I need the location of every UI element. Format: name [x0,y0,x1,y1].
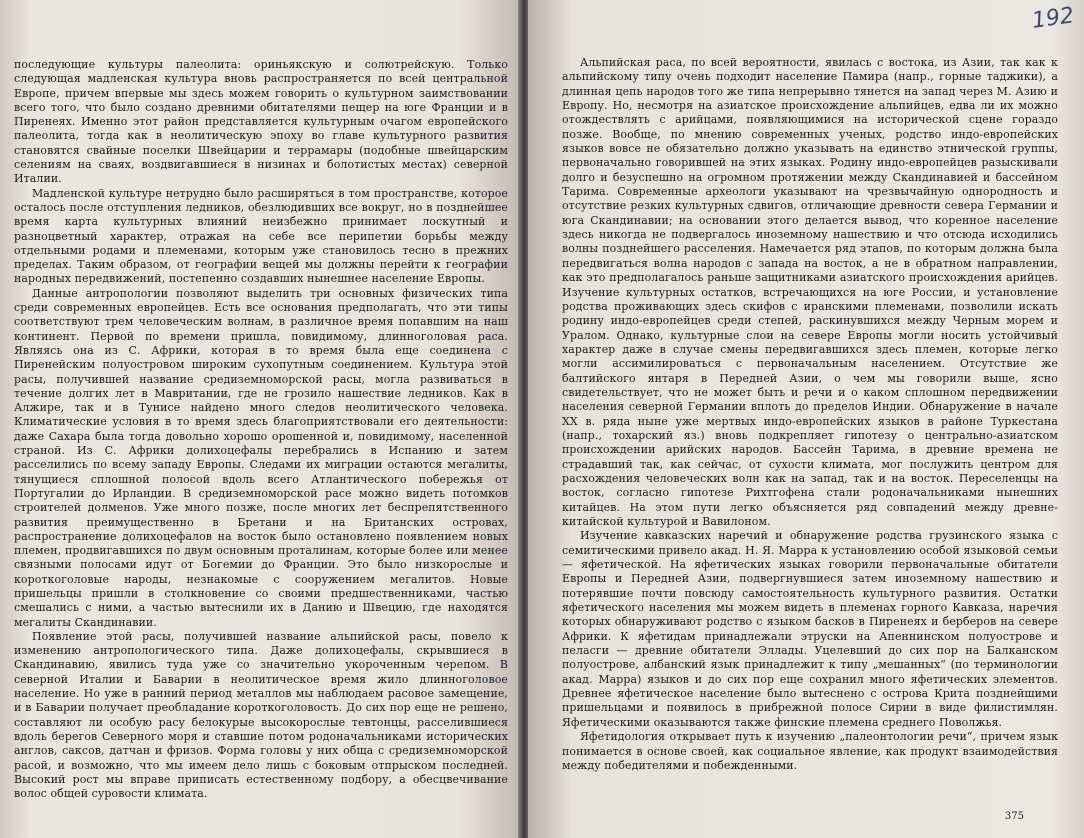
right-paragraph-1: Альпийская раса, по всей вероятности, явилась с востока, из Азии, так как к альпийскому типу очень подходит население Памира (напр., горные таджики), а длинная цепь народов того же типа непрерывно тянется на запад через М. Азию и Европу. Но, несмотря на азиатское происхождение альпийцев, едва ли их можно отождествлять с арийцами, появляющимися на исторической сцене гораздо позже. Вообще, по мнению современных ученых, родство индо-европейских языков вовсе не обязательно должно указывать на единство этнической группы, первоначально говорившей на этих языках. Родину индо-европейцев разыскивали долго и безуспешно на огромном протяжении между Скандинавией и бассейном Тарима. Современные археологи указывают на чрезвычайную однородность и отсутствие резких культурных сдвигов, отличающие древности севера Германии и юга Скандинавии; на основании этого делается вывод, что коренное население здесь никогда не подвергалось иноземному нашествию и что отсюда исходились волны позднейшего расселения. Намечается ряд этапов, по которым должна была передвигаться волна народов с запада на восток, а не в обратном направлении, как это предполагалось раньше защитниками азиатского происхождения арийцев. Изучение культурных остатков, встречающихся на юге России, и установление родства проживающих здесь скифов с иранскими племенами, позволили искать родину индо-европейцев среди степей, раскинувшихся между Черным морем и Уралом. Однако, культурные слои на севере Европы могли носить устойчивый характер даже в случае смены передвигавшихся здесь племен, которые легко могли ассимилироваться с первоначальным населением. Отсутствие же балтийского янтаря в Передней Азии, о чем мы говорили выше, ясно свидетельствует, что не может быть и речи и о каком сплошном передвижении населения северной Германии вплоть до пределов Индии. Обнаружение в начале XX в. ряда ныне уже мертвых индо-европейских языков в районе Туркестана (напр., тохарский яз.) вновь подкрепляет гипотезу о центрально-азиатском происхождении арийских народов. Бассейн Тарима, в древние времена не страдавший так, как сейчас, от сухости климата, мог послужить центром для расхождения человеческих волн как на запад, так и на восток. Переселенцы на восток, согласно гипотезе Рихтгофена стали родоначальниками нынешних китайцев. На этом пути легко объясняется ряд совпадений между древне-китайской культурой и Вавилоном. [562,56,1058,528]
left-paragraph-4: Появление этой расы, получившей название альпийской расы, повело к изменению антропологического типа. Даже долихоцефалы, скрывшиеся в Скандинавию, явились туда уже со значительно укороченным черепом. В северной Италии и Баварии в неолитическое время жило длинноголовое население. Но уже в ранний период металлов мы наблюдаем расовое замещение, и в Баварии получает преобладание короткоголовость. До сих пор еще не решено, составляют ли особую расу белокурые высокорослые тевтонцы, расселившиеся вдоль берегов Северного моря и ставшие потом родоначальниками исторических англов, саксов, датчан и фризов. Форма головы у них обща с средиземноморской расой, и возможно, что мы имеем дело лишь с боковым отпрыском последней. Высокий рост мы вправе приписать естественному подбору, а обесцвечивание волос общей суровости климата. [14,629,508,801]
left-paragraph-3: Данные антропологии позволяют выделить три основных физических типа среди современных европейцев. Есть все основания предполагать, что эти типы соответствуют трем человеческим волнам, в различное время попавшим на наш континент. Первой по времени пришла, повидимому, длинноголовая раса. Являясь она из С. Африки, которая в то время была еще соединена с Пиренейским полуостровом широким сухопутным соединением. Культура этой расы, получившей название средиземноморской расы, могла развиваться в течение долгих лет в Мавритании, где не грозило нашествие ледников. Как в Алжире, так и в Тунисе найдено много следов неолитического человека. Климатические условия в то время здесь благоприятствовали его деятельности: даже Сахара была тогда довольно хорошо орошенной и, повидимому, населенной страной. Из С. Африки долихоцефалы перебрались в Испанию и затем расселились по всему западу Европы. Следами их миграции остаются мегалиты, тянущиеся сплошной полосой вдоль всего Атлантического побережья от Португалии до Ирландии. В средиземноморской расе можно видеть потомков строителей долменов. Уже много позже, после многих лет беспрепятственного развития преимущественно в Бретани и на Британских островах, распространение долихоцефалов на восток было остановлено появлением новых племен, продвигавшихся по двум основным проталинам, которые более или менее связными полосами идут от Богемии до Франции. Это было низкорослые и короткоголовые народы, незнакомые с сооружением мегалитов. Новые пришельцы пришли в столкновение со своими предшественниками, частью смешались с ними, а частью вытеснили их в Данию и Швецию, где находятся мегалиты Скандинавии. [14,286,508,629]
left-page-text [14,58,508,801]
right-paragraph-2: Изучение кавказских наречий и обнаружение родства грузинского языка с семитическими привело акад. Н. Я. Марра к установлению особой языковой семьи — яфетической. На яфетических языках говорили первоначальные обитатели Европы и Передней Азии, подвергнувшиеся затем иноземному нашествию и потерявшие почти повсюду самостоятельность культурного развития. Остатки яфетического населения мы можем видеть в племенах горного Кавказа, наречия которых обнаруживают родство с языком басков в Пиренеях и берберов на севере Африки. К яфетидам принадлежали этруски на Апеннинском полуострове и пеласги — древние обитатели Эллады. Уцелевший до сих пор на Балканском полуострове, албанский язык принадлежит к типу „мешанных“ (по терминологии акад. Марра) языков и до сих пор еще сохранил много яфетических элементов. Древнее яфетическое население было вытеснено с острова Крита позднейшими пришельцами и появилось в прибрежной полосе Сирии в виде филистимлян. Яфетическими оказываются также финские племена среднего Поволжья. [562,529,1058,729]
handwritten-page-mark: 192 [1030,3,1076,34]
right-page [528,0,1084,838]
left-page [0,0,522,838]
left-paragraph-1: последующие культуры палеолита: ориньякскую и солютрейскую. Только следующая мадленская культура вновь распространяется по всей центральной Европе, причем впервые мы здесь можем говорить о культурном заимствовании всего того, что было создано древними обитателями пещер на юге Франции и в Пиренеях. Именно этот район представляется культурным очагом европейского палеолита, тогда как в неолитическую эпоху во главе культурного развития становятся свайные поселки Швейцарии и террамары (подобные швейцарским селениям на сваях, воздвигавшиеся в низинах и болотистых местах) северной Италии. [14,58,508,186]
right-page-text [562,56,1058,773]
page-number: 375 [1004,811,1024,822]
right-paragraph-3: Яфетидология открывает путь к изучению „палеонтологии речи“, причем язык понимается в основе своей, как социальное явление, как продукт взаимодействия между победителями и побежденными. [562,730,1058,772]
left-paragraph-2: Мадленской культуре нетрудно было расширяться в том пространстве, которое осталось после отступления ледников, обезлюдивших все вокруг, но в позднейшее время карта культурных влияний неизбежно принимает лоскутный и разноцветный характер, отражая на себе все перипетии борьбы между отдельными родами и племенами, которым уже становилось тесно в прежних пределах. Таким образом, от географии вещей мы должны перейти к географии народных передвижений, постепенно создавших нынешнее население Европы. [14,186,508,286]
